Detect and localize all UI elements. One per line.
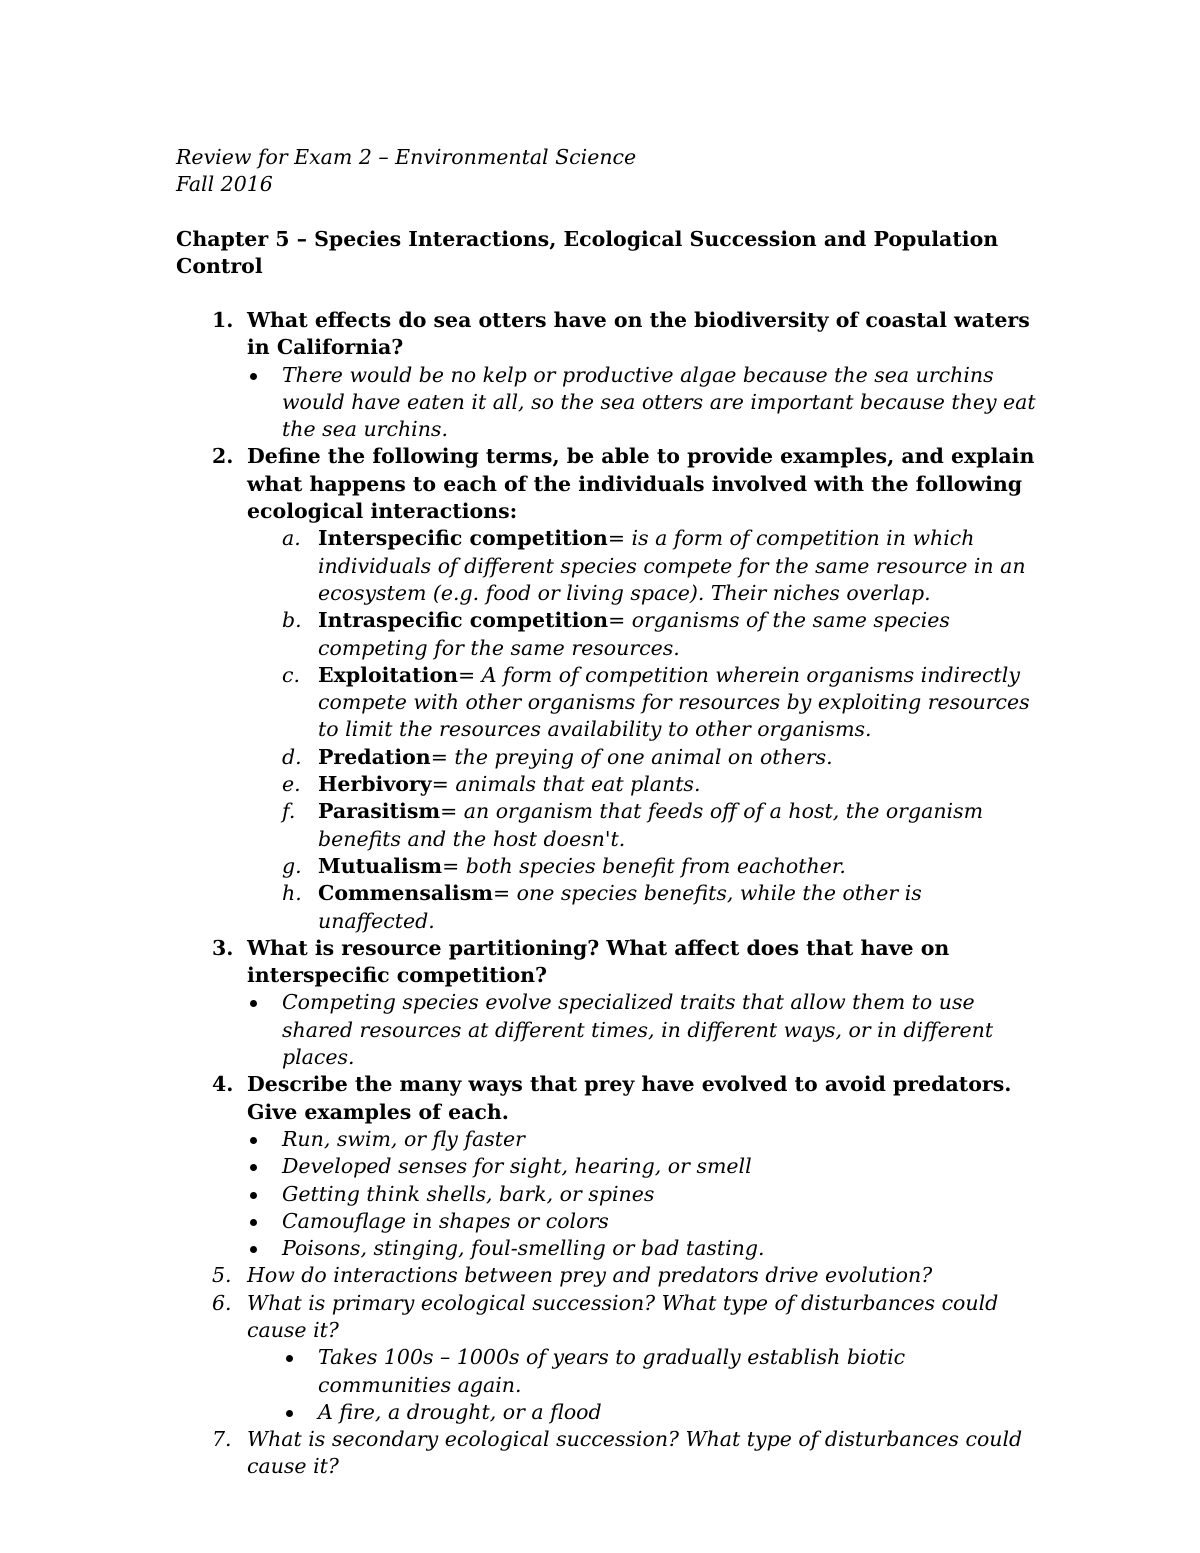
term-definition: = organisms of the same species competing for the same resources. <box>318 608 950 660</box>
answer-bullet <box>176 1344 1036 1399</box>
bullet-icon <box>286 1410 293 1417</box>
term-definition: = an organism that feeds off of a host, the organism benefits and the host doesn't. <box>318 799 984 851</box>
question-3 <box>176 935 1036 990</box>
bullet-icon <box>286 1355 293 1362</box>
term-letter: a. <box>282 526 301 551</box>
question-text: Describe the many ways that prey have evolved to avoid predators. Give examples of each. <box>247 1072 1012 1124</box>
bullet-icon <box>250 1164 257 1171</box>
answer-bullet <box>176 1153 1036 1180</box>
question-number: 5. <box>212 1263 232 1288</box>
term-definition: = is a form of competition in which individuals of different species compete for the same resource in an ecosystem (e.g. food or living space). Their niches overlap. <box>318 526 1026 605</box>
term-name: Herbivory <box>318 772 432 797</box>
term-definition: = both species benefit from eachother. <box>442 853 846 878</box>
term-item <box>176 880 1036 935</box>
term-letter: g. <box>282 853 302 878</box>
answer-bullet <box>176 1235 1036 1262</box>
term-letter: e. <box>282 772 301 797</box>
term-item <box>176 853 1036 880</box>
term-name: Intraspecific competition <box>318 608 609 633</box>
term-name: Parasitism <box>318 799 441 824</box>
term-item <box>176 798 1036 853</box>
answer-text: Getting think shells, bark, or spines <box>282 1181 655 1206</box>
question-text: Define the following terms, be able to provide examples, and explain what happens to each of the individuals involved with the following ecological interactions: <box>247 444 1035 524</box>
term-item <box>176 525 1036 607</box>
answer-bullet <box>176 1208 1036 1235</box>
answer-text: Competing species evolve specialized traits that allow them to use shared resources at different times, in different ways, or in different places. <box>282 990 994 1070</box>
bullet-icon <box>250 1000 257 1007</box>
term-letter: c. <box>282 662 300 687</box>
question-7 <box>176 1426 1036 1481</box>
question-number: 1. <box>212 308 234 332</box>
question-2 <box>176 443 1036 525</box>
question-number: 2. <box>212 444 234 469</box>
answer-text: There would be no kelp or productive algae because the sea urchins would have eaten it all, so the sea otters are important because they eat the sea urchins. <box>282 362 1036 442</box>
answer-text: Run, swim, or fly faster <box>282 1126 525 1151</box>
answer-bullet <box>176 1399 1036 1426</box>
answer-bullet <box>176 989 1036 1071</box>
term-name: Commensalism <box>318 881 493 906</box>
term-name: Predation <box>318 744 431 769</box>
question-5 <box>176 1262 1036 1289</box>
question-number: 3. <box>212 935 234 960</box>
question-text: How do interactions between prey and predators drive evolution? <box>247 1263 933 1288</box>
document-page <box>176 144 1036 1481</box>
term-definition: = the preying of one animal on others. <box>430 744 833 769</box>
question-4 <box>176 1071 1036 1126</box>
term-item <box>176 744 1036 771</box>
term-item <box>176 771 1036 798</box>
bullet-icon <box>250 373 257 380</box>
answer-bullet <box>176 1181 1036 1208</box>
term-letter: b. <box>282 608 302 633</box>
bullet-icon <box>250 1137 257 1144</box>
question-1 <box>176 307 1036 362</box>
question-text: What is primary ecological succession? What type of disturbances could cause it? <box>247 1290 999 1342</box>
answer-text: A fire, a drought, or a flood <box>318 1399 602 1424</box>
term-letter: d. <box>282 744 302 769</box>
term-name: Mutualism <box>318 853 443 878</box>
answer-text: Takes 100s – 1000s of years to gradually establish biotic communities again. <box>318 1345 906 1397</box>
answer-text: Developed senses for sight, hearing, or smell <box>282 1154 752 1179</box>
term-definition: = one species benefits, while the other is unaffected. <box>318 881 922 933</box>
term-definition: = A form of competition wherein organisms indirectly compete with other organisms for resources by exploiting resources to limit the resources availability to other organisms. <box>318 662 1030 742</box>
question-text: What is secondary ecological succession? What type of disturbances could cause it? <box>247 1427 1023 1479</box>
chapter-heading: Chapter 5 – Species Interactions, Ecological Succession and Population Control <box>176 227 999 278</box>
doc-term: Fall 2016 <box>176 172 273 196</box>
question-text: What is resource partitioning? What affect does that have on interspecific competition? <box>247 935 950 988</box>
bullet-icon <box>250 1192 257 1199</box>
term-letter: f. <box>282 799 296 824</box>
bullet-icon <box>250 1219 257 1226</box>
term-item <box>176 607 1036 662</box>
bullet-icon <box>250 1246 257 1253</box>
answer-text: Camouflage in shapes or colors <box>282 1208 609 1233</box>
question-6 <box>176 1290 1036 1345</box>
term-name: Interspecific competition <box>318 526 608 551</box>
answer-bullet <box>176 1126 1036 1153</box>
answer-text: Poisons, stinging, foul-smelling or bad tasting. <box>282 1236 765 1261</box>
term-name: Exploitation <box>318 662 459 687</box>
question-text: What effects do sea otters have on the biodiversity of coastal waters in California? <box>247 308 1030 360</box>
question-number: 6. <box>212 1290 232 1315</box>
question-number: 4. <box>212 1072 234 1097</box>
doc-title: Review for Exam 2 – Environmental Science <box>176 145 637 169</box>
term-item <box>176 662 1036 744</box>
term-letter: h. <box>282 881 302 906</box>
answer-bullet <box>176 362 1036 444</box>
term-definition: = animals that eat plants. <box>431 772 701 797</box>
question-number: 7. <box>212 1427 232 1452</box>
